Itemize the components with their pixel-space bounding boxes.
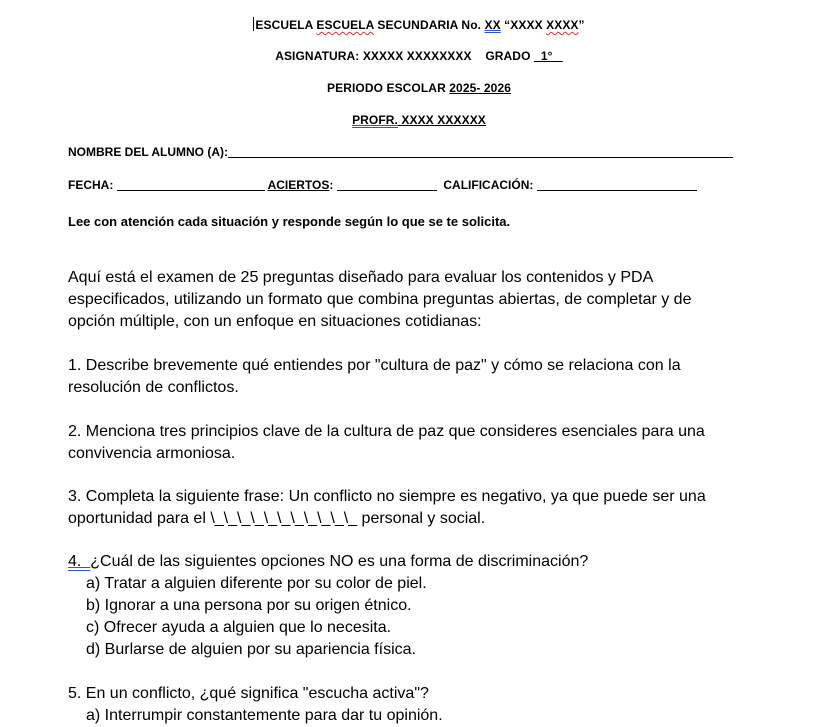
option-b: b) Ignorar a una persona por su origen étnico. — [86, 597, 412, 614]
question-2 — [68, 421, 768, 465]
intro-line: opción múltiple, con un enfoque en situaciones cotidianas: — [68, 313, 482, 330]
question-4-gap — [81, 553, 90, 570]
teacher-line — [0, 113, 838, 127]
date-blank-ext — [257, 178, 265, 191]
school-name-last: XXXX — [546, 18, 579, 32]
date-blank[interactable] — [117, 178, 257, 191]
date-label: FECHA: — [68, 178, 114, 192]
question-1 — [68, 355, 768, 399]
question-4-number: 4. — [68, 553, 82, 570]
intro-line: Aquí está el examen de 25 preguntas diseñado para evaluar los contenidos y PDA — [68, 269, 654, 286]
teacher-name: XXXX XXXXXX — [398, 113, 486, 127]
question-4 — [68, 551, 768, 661]
question-line: oportunidad para el \_\_\_\_\_\_\_\_\_\_\_ personal y social. — [68, 510, 486, 527]
period-line — [0, 81, 838, 95]
school-close: ” — [578, 18, 585, 32]
student-name-field — [68, 145, 733, 159]
hits-label: ACIERTOS — [267, 178, 330, 192]
school-title — [0, 17, 838, 32]
teacher-label: PROFR. — [352, 113, 398, 127]
question-line: 1. Describe brevemente qué entiendes por "cultura de paz" y cómo se relaciona con la — [68, 357, 681, 374]
question-5 — [68, 683, 768, 727]
question-4-text: ¿Cuál de las siguientes opciones NO es una forma de discriminación? — [90, 553, 589, 570]
school-name-open: “XXXX — [500, 18, 547, 32]
school-prefix: ESCUELA — [255, 18, 317, 32]
student-name-blank[interactable] — [228, 145, 733, 158]
subject-line — [0, 49, 838, 63]
school-middle: SECUNDARIA No. — [374, 18, 485, 32]
period-label: PERIODO ESCOLAR — [326, 81, 450, 95]
question-line: 3. Completa la siguiente frase: Un conflicto no siempre es negativo, ya que puede ser una — [68, 488, 706, 505]
grade-value: 1° — [533, 49, 563, 63]
option-a: a) Tratar a alguien diferente por su color de piel. — [86, 575, 427, 592]
question-3 — [68, 486, 768, 530]
student-name-label: NOMBRE DEL ALUMNO (A): — [68, 145, 228, 159]
question-5-text: 5. En un conflicto, ¿qué significa "escucha activa"? — [68, 685, 429, 702]
option-c: c) Ofrecer ayuda a alguien que lo necesita. — [86, 619, 392, 636]
question-line: 2. Menciona tres principios clave de la cultura de paz que consideres esenciales para una — [68, 423, 705, 440]
score-fields: FECHA: ACIERTOS: CALIFICACIÓN: — [68, 178, 697, 192]
option-d: d) Burlarse de alguien por su apariencia física. — [86, 641, 416, 658]
period-value: 2025- 2026 — [449, 81, 511, 95]
school-word: ESCUELA — [316, 18, 374, 32]
school-number: XX — [484, 18, 501, 32]
question-line: convivencia armoniosa. — [68, 445, 236, 462]
hits-blank[interactable] — [337, 178, 437, 191]
question-line: resolución de conflictos. — [68, 379, 239, 396]
intro-paragraph — [68, 267, 768, 333]
question-4-stem — [68, 551, 768, 573]
option-a: a) Interrumpir constantemente para dar tu opinión. — [86, 707, 443, 724]
grade-blank[interactable] — [537, 178, 697, 191]
intro-line: especificados, utilizando un formato que combina preguntas abiertas, de completar y de — [68, 291, 692, 308]
instructions: Lee con atención cada situación y responde según lo que se te solicita. — [68, 214, 511, 229]
subject-label: ASIGNATURA: XXXXX XXXXXXXX GRADO — [275, 49, 534, 63]
grade-label: CALIFICACIÓN: — [443, 178, 534, 192]
